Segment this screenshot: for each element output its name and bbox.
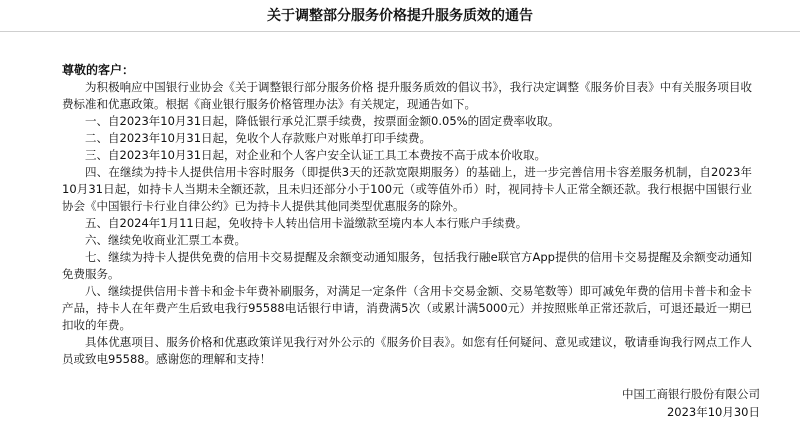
signature-date: 2023年10月30日 — [666, 405, 760, 419]
clause-5: 五、自2024年1月11日起，免收持卡人转出信用卡溢缴款至境内本人本行账户手续费。 — [85, 216, 528, 230]
greeting: 尊敬的客户： — [62, 63, 135, 77]
clause-8: 八、继续提供信用卡普卡和金卡年费补刷服务，对满足一定条件（含用卡交易金额、交易笔数等）即可减免年费的信用卡普卡和金卡产品，持卡人在年费产生后致电我行95588电话银行申请，消费满5次（或累计满5000元）并按照账单正常还款后，可退还最近一期已扣收的年费。 — [62, 284, 752, 332]
title-divider — [0, 31, 800, 32]
clause-1: 一、自2023年10月31日起，降低银行承兑汇票手续费，按票面金额0.05%的固定费率收取。 — [85, 114, 560, 128]
clause-7: 七、继续为持卡人提供免费的信用卡交易提醒及余额变动通知服务，包括我行融e联官方App提供的信用卡交易提醒及余额变动通知免费服务。 — [62, 250, 752, 281]
closing-paragraph: 具体优惠项目、服务价格和优惠政策详见我行对外公示的《服务价目表》。如您有任何疑问、意见或建议，敬请垂询我行网点工作人员或致电95588。感谢您的理解和支持！ — [62, 335, 752, 366]
notice-body — [62, 62, 752, 368]
clause-4: 四、在继续为持卡人提供信用卡容时服务（即提供3天的还款宽限期服务）的基础上，进一步完善信用卡容差服务机制，自2023年10月31日起，如持卡人当期未全额还款，且未归还部分小于100元（或等值外币）时，视同持卡人正常全额还款。我行根据中国银行业协会《中国银行卡行业自律公约》已为持卡人提供其他同类型优惠服务的除外。 — [62, 165, 752, 213]
clause-3: 三、自2023年10月31日起，对企业和个人客户安全认证工具工本费按不高于成本价收取。 — [85, 148, 547, 162]
intro-paragraph: 为积极响应中国银行业协会《关于调整银行部分服务价格 提升服务质效的倡议书》，我行决定调整《服务价目表》中有关服务项目收费标准和优惠政策。根据《商业银行服务价格管理办法》有关规定，现通告如下。 — [62, 80, 752, 111]
clause-6: 六、继续免收商业汇票工本费。 — [85, 233, 246, 247]
clause-2: 二、自2023年10月31日起，免收个人存款账户对账单打印手续费。 — [85, 131, 432, 145]
notice-title: 关于调整部分服务价格提升服务质效的通告 — [267, 8, 533, 24]
signature-company: 中国工商银行股份有限公司 — [622, 387, 760, 401]
